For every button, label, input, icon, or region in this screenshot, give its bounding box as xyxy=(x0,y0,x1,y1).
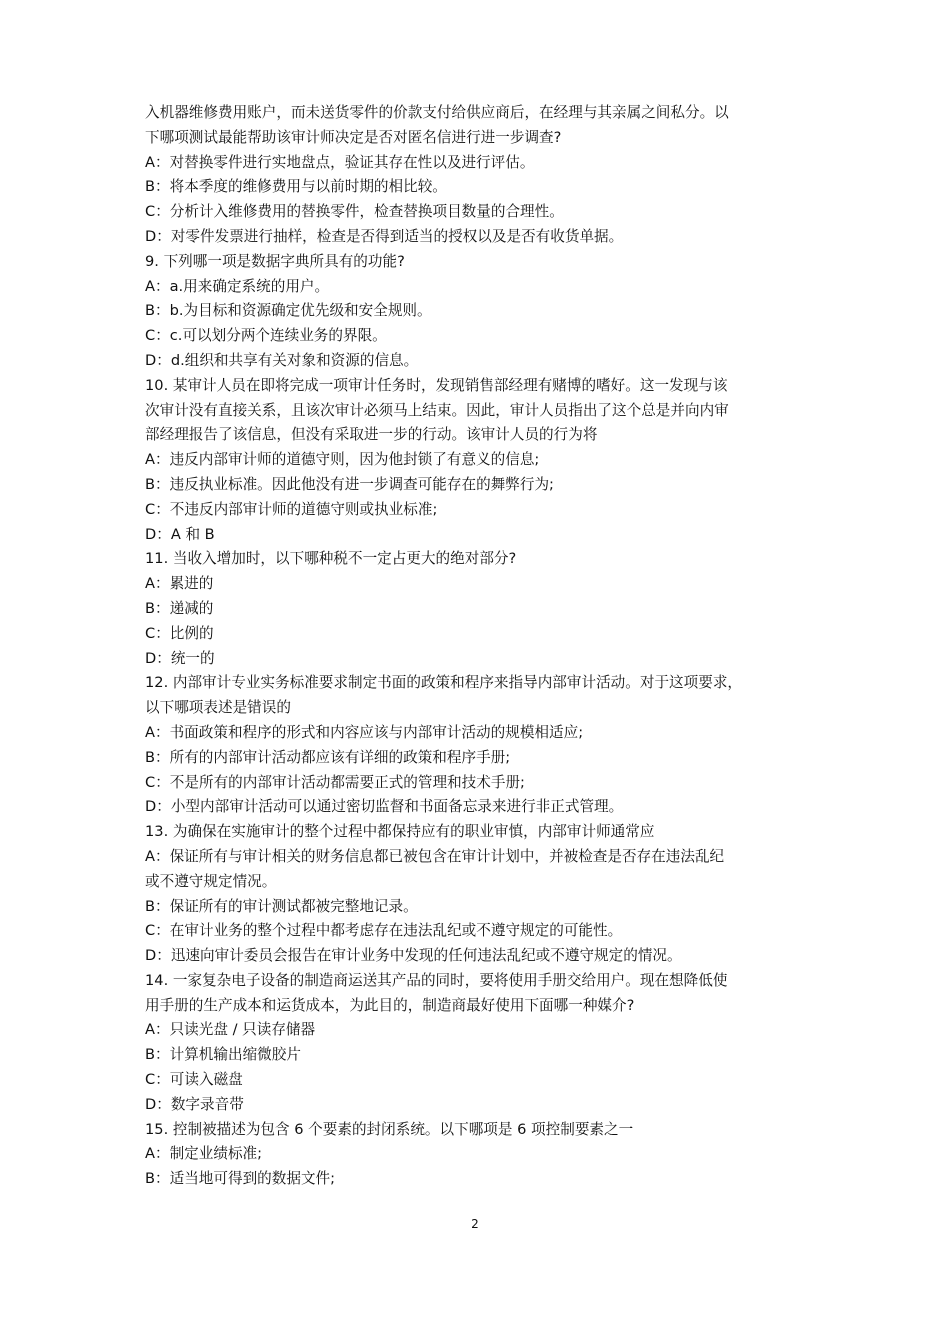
text-line: 入机器维修费用账户，而未送货零件的价款支付给供应商后，在经理与其亲属之间私分。以 xyxy=(145,104,729,121)
text-line: D：迅速向审计委员会报告在审计业务中发现的任何违法乱纪或不遵守规定的情况。 xyxy=(145,947,682,965)
text-line: 13. 为确保在实施审计的整个过程中都保持应有的职业审慎，内部审计师通常应 xyxy=(145,823,655,841)
text-line: D：小型内部审计活动可以通过密切监督和书面备忘录来进行非正式管理。 xyxy=(145,798,624,816)
text-line: C：分析计入维修费用的替换零件，检查替换项目数量的合理性。 xyxy=(145,203,564,221)
text-line: D：d.组织和共享有关对象和资源的信息。 xyxy=(145,351,419,369)
text-line: D：数字录音带 xyxy=(145,1095,244,1113)
text-line: B：违反执业标准。因此他没有进一步调查可能存在的舞弊行为; xyxy=(145,475,554,493)
text-line: B：计算机输出缩微胶片 xyxy=(145,1046,301,1064)
text-line: 或不遵守规定情况。 xyxy=(145,872,277,890)
page-number: 2 xyxy=(471,1217,479,1231)
text-line: A：保证所有与审计相关的财务信息都已被包含在审计计划中，并被检查是否存在违法乱纪 xyxy=(145,847,725,865)
text-line: A：累进的 xyxy=(145,575,214,593)
text-line: B：适当地可得到的数据文件; xyxy=(145,1170,336,1188)
text-line: 部经理报告了该信息，但没有采取进一步的行动。该审计人员的行为将 xyxy=(145,426,598,444)
text-line: 12. 内部审计专业实务标准要求制定书面的政策和程序来指导内部审计活动。对于这项要求， xyxy=(145,674,743,692)
text-line: A：书面政策和程序的形式和内容应该与内部审计活动的规模相适应; xyxy=(145,723,584,741)
text-line: B：保证所有的审计测试都被完整地记录。 xyxy=(145,897,418,915)
text-line: C：不是所有的内部审计活动都需要正式的管理和技术手册; xyxy=(145,773,525,791)
document-body xyxy=(145,101,825,1192)
text-line: B：b.为目标和资源确定优先级和安全规则。 xyxy=(145,302,432,320)
text-line: 15. 控制被描述为包含 6 个要素的封闭系统。以下哪项是 6 项控制要素之一 xyxy=(145,1120,634,1138)
text-line: C：可读入磁盘 xyxy=(145,1071,243,1089)
text-line: B：将本季度的维修费用与以前时期的相比较。 xyxy=(145,178,447,196)
text-line: C：在审计业务的整个过程中都考虑存在违法乱纪或不遵守规定的可能性。 xyxy=(145,922,623,940)
text-line: 9. 下列哪一项是数据字典所具有的功能? xyxy=(145,252,405,270)
text-line: D：A 和 B xyxy=(145,525,215,543)
text-line: B：所有的内部审计活动都应该有详细的政策和程序手册; xyxy=(145,748,511,766)
text-line: A：对替换零件进行实地盘点，验证其存在性以及进行评估。 xyxy=(145,153,535,171)
text-line: 14. 一家复杂电子设备的制造商运送其产品的同时，要将使用手册交给用户。现在想降低使 xyxy=(145,971,728,989)
text-line: C：不违反内部审计师的道德守则或执业标准; xyxy=(145,500,438,518)
text-line: A：只读光盘 / 只读存储器 xyxy=(145,1021,316,1039)
text-line: C：c.可以划分两个连续业务的界限。 xyxy=(145,327,387,345)
text-line: 次审计没有直接关系，且该次审计必须马上结束。因此，审计人员指出了这个总是并向内审 xyxy=(145,401,729,419)
text-line: A：a.用来确定系统的用户。 xyxy=(145,277,330,295)
text-line: 下哪项测试最能帮助该审计师决定是否对匿名信进行进一步调查? xyxy=(145,128,562,146)
text-line: D：统一的 xyxy=(145,649,215,667)
text-line: 10. 某审计人员在即将完成一项审计任务时，发现销售部经理有赌博的嗜好。这一发现与该 xyxy=(145,376,728,394)
text-line: 用手册的生产成本和运货成本，为此目的，制造商最好使用下面哪一种媒介? xyxy=(145,996,635,1014)
text-line: A：制定业绩标准; xyxy=(145,1145,263,1163)
text-line: 以下哪项表述是错误的 xyxy=(145,699,291,717)
text-line: D：对零件发票进行抽样，检查是否得到适当的授权以及是否有收货单据。 xyxy=(145,227,624,245)
text-line: A：违反内部审计师的道德守则，因为他封锁了有意义的信息; xyxy=(145,451,540,469)
text-line: B：递减的 xyxy=(145,599,214,617)
text-line: 11. 当收入增加时，以下哪种税不一定占更大的绝对部分? xyxy=(145,550,517,568)
text-line: C：比例的 xyxy=(145,624,214,642)
